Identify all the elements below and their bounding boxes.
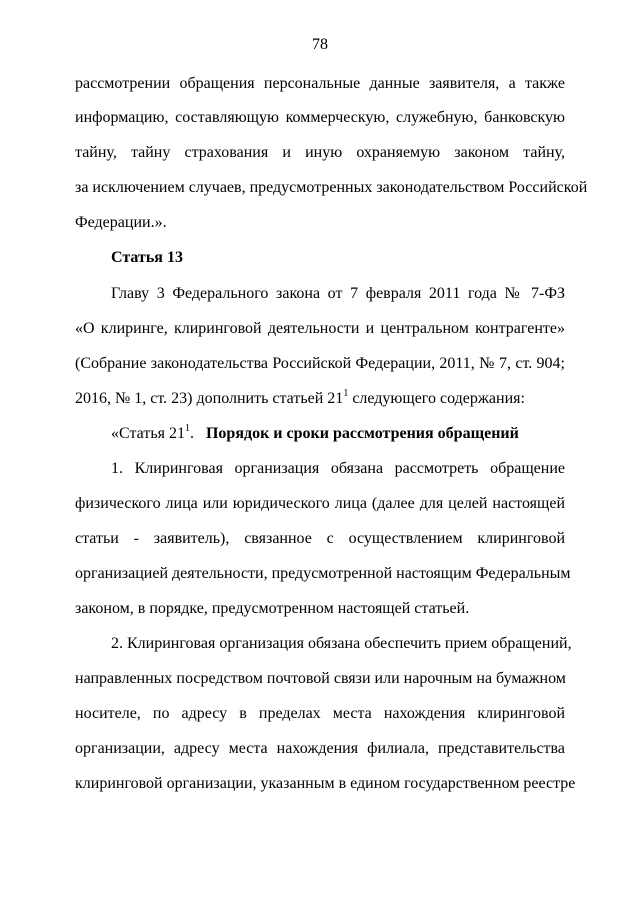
text-fragment: 2016, № 1, ст. 23) дополнить статьей 21 [75, 390, 344, 407]
text-fragment: следующего содержания: [348, 390, 525, 407]
text-line: 2. Клиринговая организация обязана обеспечить прием обращений, [111, 635, 572, 652]
text-line: Главу 3 Федерального закона от 7 февраля 2011 года № 7-ФЗ [111, 285, 565, 302]
new-article-title: Порядок и сроки рассмотрения обращений [205, 425, 519, 442]
text-line: 1. Клиринговая организация обязана рассмотреть обращение [111, 460, 565, 477]
new-article-prefix: «Статья 21 [111, 425, 185, 442]
superscript: 1 [184, 423, 190, 434]
text-line: носителе, по адресу в пределах места нахождения клиринговой [75, 705, 565, 722]
text-line: тайну, тайну страхования и иную охраняемую законом тайну, [75, 144, 565, 161]
text-line: информацию, составляющую коммерческую, служебную, банковскую [75, 109, 565, 126]
text-line: организацией деятельности, предусмотренной настоящим Федеральным [75, 565, 571, 582]
text-line: Федерации.». [75, 214, 167, 231]
text-line: организации, адресу места нахождения филиала, представительства [75, 740, 565, 757]
new-article-prefix-end: . [189, 425, 194, 442]
text-line: клиринговой организации, указанным в едином государственном реестре [75, 775, 576, 792]
text-line [75, 389, 565, 409]
page-number: 78 [312, 36, 328, 53]
text-line: (Собрание законодательства Российской Федерации, 2011, № 7, ст. 904; [75, 355, 565, 372]
text-line: рассмотрении обращения персональные данные заявителя, а также [75, 75, 565, 92]
text-line: статьи - заявитель), связанное с осуществлением клиринговой [75, 530, 565, 547]
new-article-title-line [111, 424, 565, 444]
text-line: направленных посредством почтовой связи или нарочным на бумажном [75, 670, 566, 687]
superscript: 1 [343, 388, 349, 399]
text-line: «О клиринге, клиринговой деятельности и центральном контрагенте» [75, 320, 565, 337]
text-line: за исключением случаев, предусмотренных законодательством Российской [75, 179, 588, 196]
article-heading: Статья 13 [111, 249, 183, 266]
text-line: законом, в порядке, предусмотренном настоящей статьей. [75, 600, 470, 617]
text-line: физического лица или юридического лица (далее для целей настоящей [75, 495, 565, 512]
